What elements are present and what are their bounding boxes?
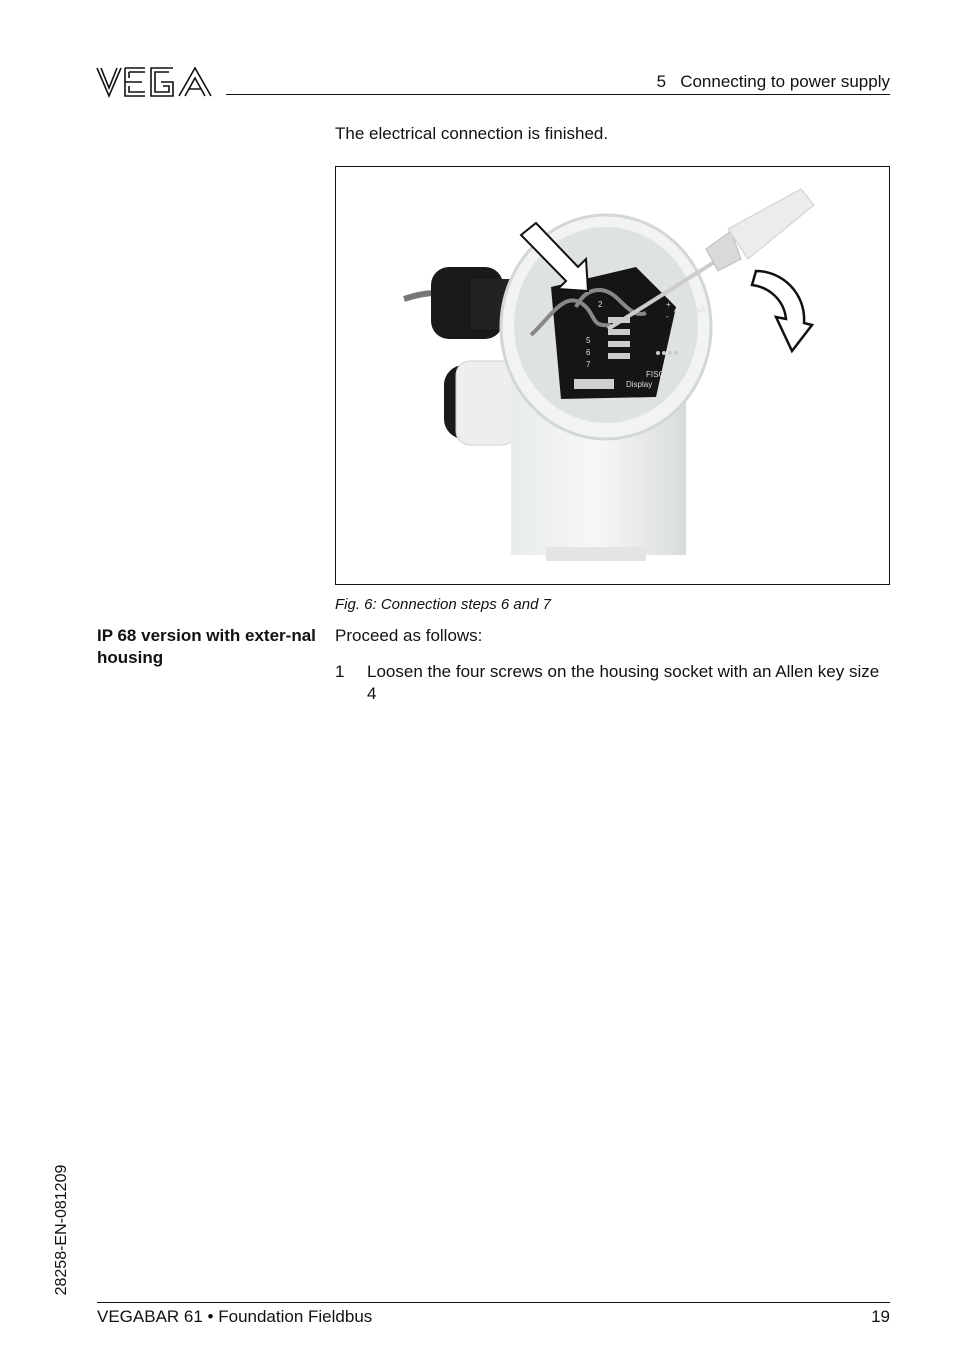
- housing-illustration: [336, 167, 889, 584]
- step-number: 1: [335, 662, 345, 681]
- footer-product: VEGABAR 61 • Foundation Fieldbus: [97, 1307, 373, 1326]
- terminal-label-5: 5: [586, 336, 591, 345]
- page-number: 19: [871, 1307, 890, 1326]
- step-text: Loosen the four screws on the housing socket with an Allen key size 4: [367, 662, 880, 703]
- side-heading: IP 68 version with exter-nal housing: [97, 626, 316, 667]
- terminal-label-minus: -: [666, 312, 669, 321]
- section-title: 5 Connecting to power supply: [656, 72, 890, 91]
- proceed-text: Proceed as follows:: [335, 626, 483, 645]
- terminal-label-6: 6: [586, 348, 591, 357]
- terminal-label-plus: +: [666, 300, 671, 309]
- logo-text: VEGA: [95, 64, 98, 65]
- terminal-label-current: 4...20mA: [674, 306, 707, 315]
- intro-paragraph: The electrical connection is finished.: [335, 124, 609, 143]
- connection-figure: [335, 166, 890, 585]
- terminal-label-2: 2: [598, 300, 603, 309]
- display-label: Display: [626, 380, 653, 389]
- figure-caption: Fig. 6: Connection steps 6 and 7: [335, 596, 551, 613]
- document-id: [50, 1156, 74, 1304]
- vega-logo: [95, 64, 215, 100]
- footer-rule: [97, 1302, 890, 1303]
- module-label: FISCH: [646, 370, 670, 379]
- header-rule: [226, 94, 890, 95]
- document-id-text: 28258-EN-081209: [53, 1164, 70, 1296]
- terminal-label-7: 7: [586, 360, 591, 369]
